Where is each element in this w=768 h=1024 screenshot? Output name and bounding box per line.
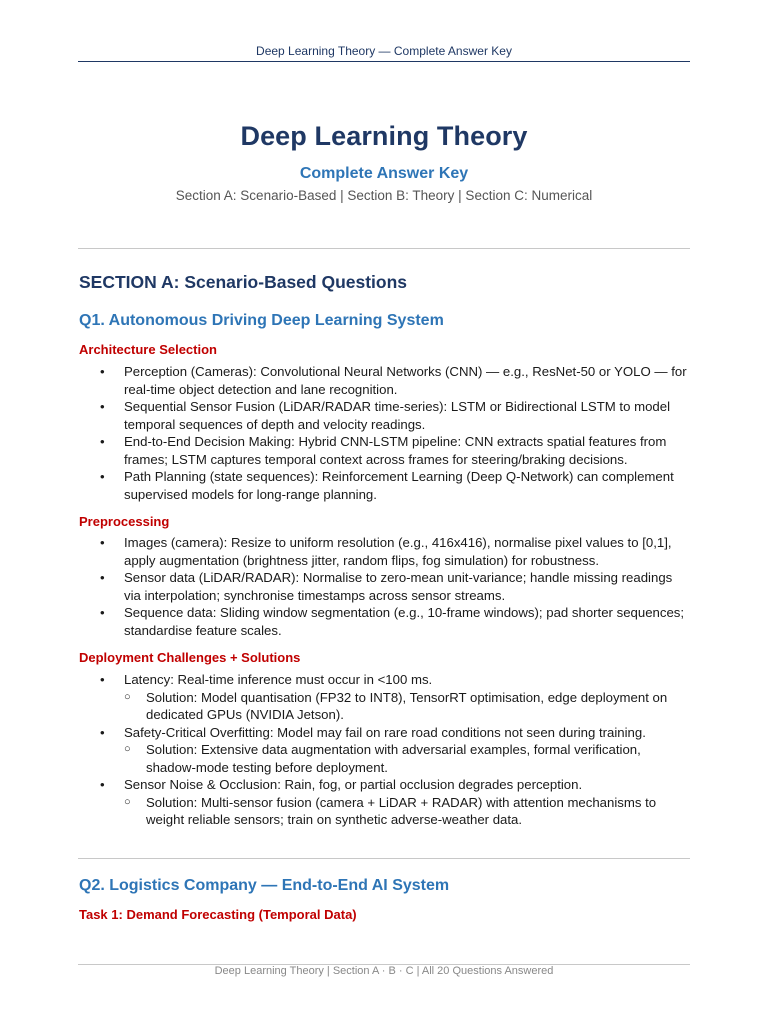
- list-item: [79, 776, 689, 829]
- deployment-list: [79, 671, 689, 829]
- circle-bullet-icon: ○: [124, 690, 131, 703]
- list-item: [79, 398, 689, 433]
- list-item-text: Sensor Noise & Occlusion: Rain, fog, or partial occlusion degrades perception.: [124, 777, 583, 792]
- divider-rule: [78, 858, 690, 859]
- section-a-heading: SECTION A: Scenario-Based Questions: [79, 272, 408, 292]
- bullet-icon: •: [100, 777, 105, 792]
- list-item-text: Path Planning (state sequences): Reinforcement Learning (Deep Q-Network) can complement supervised models for long-range planning.: [124, 469, 674, 502]
- solution-text: Solution: Model quantisation (FP32 to INT8), TensorRT optimisation, edge deployment on dedicated GPUs (NVIDIA Jetson).: [146, 689, 668, 722]
- sub-list-item: [124, 741, 689, 776]
- running-footer: Deep Learning Theory | Section A · B · C | All 20 Questions Answered: [214, 965, 554, 977]
- divider-rule: [78, 248, 690, 249]
- list-item-text: Sensor data (LiDAR/RADAR): Normalise to zero-mean unit-variance; handle missing readings via interpolation; synchronise timestamps across sensor streams.: [124, 570, 673, 603]
- bullet-icon: •: [100, 364, 105, 379]
- q1-heading: Q1. Autonomous Driving Deep Learning System: [79, 312, 444, 329]
- sub-list: [124, 794, 689, 829]
- list-item: [79, 534, 689, 569]
- preprocessing-list: [79, 534, 689, 639]
- list-item-text: Sequential Sensor Fusion (LiDAR/RADAR time-series): LSTM or Bidirectional LSTM to model temporal sequences of depth and velocity readings.: [124, 399, 671, 432]
- sub-list: [124, 741, 689, 776]
- list-item-text: Images (camera): Resize to uniform resolution (e.g., 416x416), normalise pixel values to [0,1], apply augmentation (brightness jitter, random flips, fog simulation) for robustness.: [124, 535, 672, 568]
- list-item-text: Latency: Real-time inference must occur in <100 ms.: [124, 672, 433, 687]
- circle-bullet-icon: ○: [124, 743, 131, 755]
- architecture-heading: Architecture Selection: [79, 342, 217, 357]
- list-item: [79, 468, 689, 503]
- preprocessing-heading: Preprocessing: [79, 514, 170, 529]
- solution-text: Solution: Multi-sensor fusion (camera + LiDAR + RADAR) with attention mechanisms to weight reliable sensors; train on synthetic adverse-weather data.: [146, 794, 657, 827]
- list-item-text: Perception (Cameras): Convolutional Neural Networks (CNN) — e.g., ResNet-50 or YOLO — for real-time object detection and lane recognition.: [124, 364, 687, 397]
- running-header: Deep Learning Theory — Complete Answer Key: [256, 44, 512, 58]
- bullet-icon: •: [100, 434, 105, 449]
- bullet-icon: •: [100, 605, 105, 620]
- bullet-icon: •: [100, 535, 105, 550]
- deployment-heading: Deployment Challenges + Solutions: [79, 650, 301, 665]
- list-item: [79, 363, 689, 398]
- list-item-text: End-to-End Decision Making: Hybrid CNN-LSTM pipeline: CNN extracts spatial features from frames; LSTM captures temporal context across frames for steering/braking decisions.: [124, 434, 667, 467]
- document-subtitle: Complete Answer Key: [299, 165, 469, 182]
- list-item: [79, 604, 689, 639]
- sub-list-item: [124, 794, 689, 829]
- circle-bullet-icon: ○: [124, 795, 131, 808]
- list-item: [79, 433, 689, 468]
- sub-list: [124, 689, 689, 724]
- bullet-icon: •: [100, 469, 105, 484]
- list-item: [79, 569, 689, 604]
- task1-heading: Task 1: Demand Forecasting (Temporal Data): [79, 907, 357, 922]
- list-item: [79, 671, 689, 724]
- sections-overview: Section A: Scenario-Based | Section B: Theory | Section C: Numerical: [175, 188, 593, 203]
- bullet-icon: •: [100, 399, 105, 414]
- architecture-list: [79, 363, 689, 503]
- list-item: [79, 724, 689, 777]
- bullet-icon: •: [100, 570, 105, 585]
- sub-list-item: [124, 689, 689, 724]
- q2-heading: Q2. Logistics Company — End-to-End AI System: [79, 877, 450, 894]
- bullet-icon: •: [100, 724, 105, 740]
- bullet-icon: •: [100, 672, 105, 687]
- list-item-text: Safety-Critical Overfitting: Model may fail on rare road conditions not seen during training.: [124, 724, 646, 740]
- solution-text: Solution: Extensive data augmentation with adversarial examples, formal verification, shadow-mode testing before deployment.: [146, 742, 641, 775]
- document-title: Deep Learning Theory: [240, 121, 528, 151]
- list-item-text: Sequence data: Sliding window segmentation (e.g., 10-frame windows); pad shorter sequences; standardise feature scales.: [124, 605, 685, 638]
- header-rule: [78, 61, 690, 62]
